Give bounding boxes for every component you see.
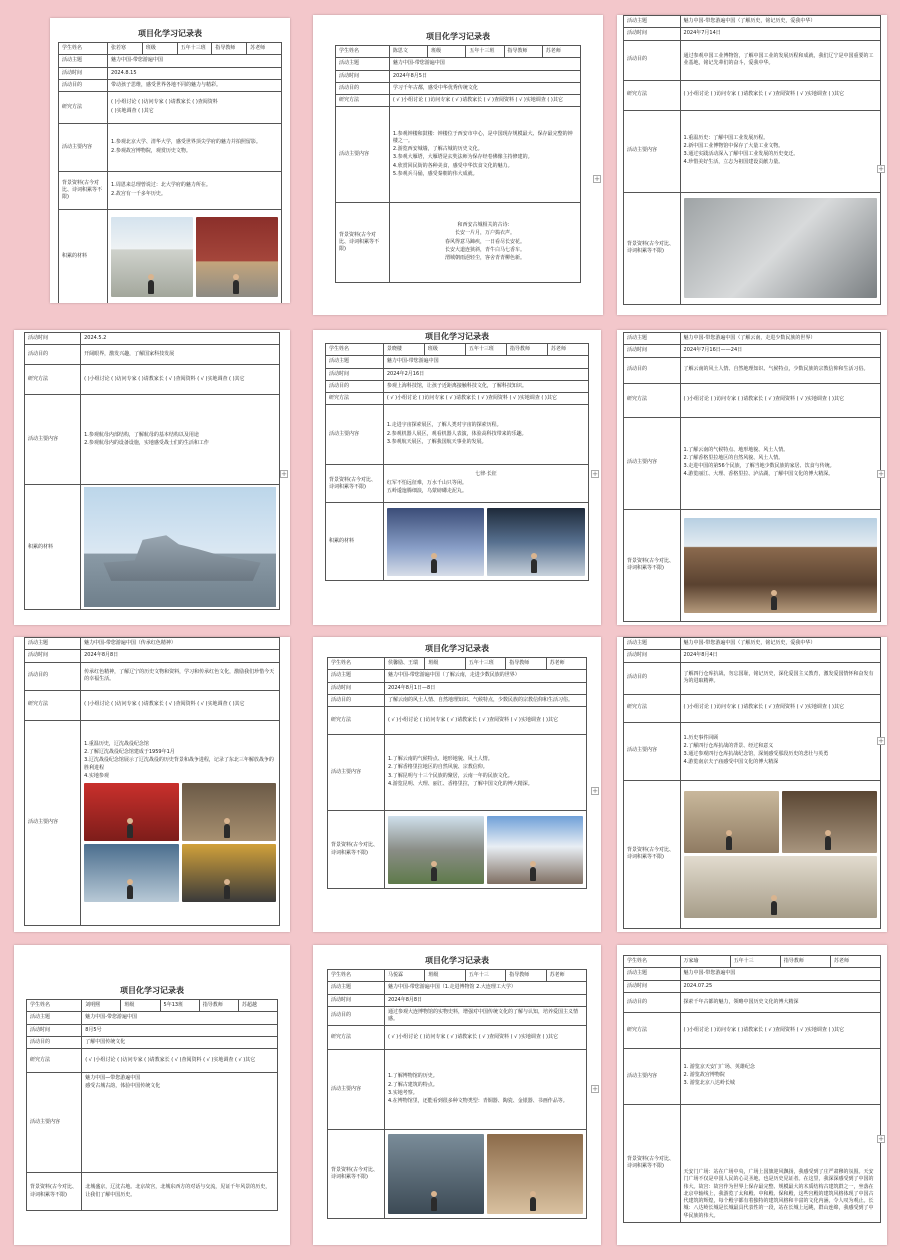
photo-exhibit-hall [84, 844, 178, 902]
record-table [327, 657, 587, 889]
time-value: 2024.5.2 [81, 333, 280, 345]
time-value: 2024年8月8日 [384, 994, 586, 1006]
goal-value: 了解中国传统文化 [82, 1036, 278, 1048]
method-options: ( )小组讨论 ( )访问专家 ( )请教家长 ( √ )查阅资料 ( √ )实地调查 ( )其它 [680, 1012, 880, 1048]
label-content: 活动主要内容 [27, 1073, 82, 1173]
label-time: 活动时间 [624, 345, 681, 357]
background-photos [384, 1130, 586, 1219]
teacher-name: 苏老师 [547, 344, 588, 356]
class-name: 五年十三 [465, 970, 505, 982]
label-theme: 活动主题 [328, 982, 385, 994]
label-method: 研究方法 [624, 1012, 681, 1048]
content-item: 3.通过参观四行仓库抗战纪念馆，深刻感受那段历史的悲壮与英勇 [683, 751, 829, 757]
content-item: 魅力中国—带您游遍中国 [85, 1075, 141, 1081]
label-theme: 活动主题 [59, 55, 108, 67]
goal-value: 了解云南的风土人情、自然地理知识、气候特点，少数民族的宗教信仰和生活习俗。 [384, 694, 586, 706]
label-time: 活动时间 [25, 333, 81, 345]
label-goal: 活动目的 [624, 357, 681, 383]
label-goal: 活动目的 [326, 380, 384, 392]
content-item: 1.参观航母内部结构，了解航母的基本结构以及用途 [84, 431, 199, 438]
method-options: ( )小组讨论 ( )访问专家 ( )请教家长 ( √ )查阅资料 ( √ )实地调查 ( )其它 [680, 383, 880, 417]
record-sheet-k [313, 945, 601, 1245]
theme-value: 魅力中国-带您游遍中国（传承红色精神） [81, 638, 280, 650]
record-table [58, 42, 282, 303]
background-photos [384, 811, 586, 889]
add-row-handle[interactable]: + [281, 470, 287, 478]
method-row-2: ( )实地调查 ( )其它 [111, 107, 154, 114]
content-item: 2.了解古建筑的特点。 [387, 1081, 438, 1088]
record-sheet-e [313, 330, 601, 625]
theme-value: 魅力中国-带您游遍中国 [389, 58, 580, 70]
content-item: 1. 游览京天安门广场、英雄纪念 [683, 1063, 755, 1070]
label-theme: 活动主题 [624, 333, 681, 345]
content-item: 2.了解香格里拉地区的自然风貌、风土人情。 [683, 454, 784, 461]
method-options [108, 92, 282, 124]
sheet-title: 项目化学习记录表 [138, 29, 202, 38]
label-material: 积累的材料 [59, 210, 108, 304]
label-teacher: 指导教师 [199, 1000, 238, 1012]
content-list [81, 720, 280, 925]
background-list [108, 172, 282, 210]
content-item: 1.重温历史：了解中国工业发展历程。 [683, 134, 769, 141]
label-method: 研究方法 [624, 694, 681, 722]
label-method: 研究方法 [326, 393, 384, 405]
label-student: 学生姓名 [328, 658, 385, 670]
theme-value: 魅力中国-带您游遍中国（了解历史，铭记历史，爱我中华） [680, 16, 880, 28]
label-method: 研究方法 [59, 92, 108, 124]
photo-exhibit-wall [684, 791, 779, 853]
goal-value: 传承红色精神，了解辽宁的历史文物和资料，学习和传承红色文化，激励我们珍惜今天的幸福生活。 [81, 662, 280, 690]
photo-calligraphy-wall [684, 856, 877, 918]
poem-line: 五岭逶迤腾细浪，乌蒙磅礴走泥丸。 [386, 487, 467, 494]
student-name: 侯馨励、王瑞 [384, 658, 424, 670]
label-content: 活动主要内容 [59, 124, 108, 172]
label-background: 背景资料(古今对比、诗词积累等不限) [326, 465, 384, 503]
time-value: 2024年8月4日 [680, 650, 880, 662]
label-goal: 活动目的 [336, 82, 390, 94]
method-options: ( √ )小组讨论 ( )访问专家 ( √ )请教家长 ( √ )查阅资料 ( √ )实地调查 ( )其它 [384, 1026, 586, 1050]
theme-value: 魅力中国-带您游遍中国 [680, 968, 880, 980]
label-class: 班级 [424, 344, 465, 356]
record-table [325, 343, 589, 581]
photo-boy-portrait [388, 1134, 484, 1214]
label-goal: 活动目的 [624, 662, 681, 694]
theme-value: 魅力中国-带您游遍中国（1.走进博物馆 2.大连理工大学） [384, 982, 586, 994]
label-background: 背景资料(古今对比、诗词积累等不限) [27, 1173, 82, 1211]
label-method: 研究方法 [336, 95, 390, 107]
content-item: 3.辽沈战役纪念馆展示了辽沈战役的历史背景和战争进程，记录了东北三年解放战争的胜利进程 [84, 757, 274, 771]
record-sheet-g [14, 637, 290, 932]
theme-value: 魅力中国-带您游遍中国（了解历史，铭记历史，爱我中华） [680, 638, 880, 650]
content-list [680, 417, 880, 509]
label-student: 学生姓名 [326, 344, 384, 356]
content-list [383, 405, 588, 465]
method-options: ( )小组讨论 ( )访问专家 ( )请教家长 ( √ )查阅资料 ( √ )实地调查 ( )其它 [81, 690, 280, 720]
label-method: 研究方法 [624, 80, 681, 110]
method-options: ( √ )小组讨论 ( )访问专家 ( )请教家长 ( √ )查阅资料 ( √ )实地调查 ( √ )其它 [82, 1049, 278, 1073]
photo-museum-room [782, 791, 877, 853]
content-item: 4.实地参观 [84, 772, 109, 779]
label-time: 活动时间 [59, 67, 108, 79]
label-goal: 活动目的 [624, 992, 681, 1012]
class-name: 五年十三班 [465, 658, 505, 670]
poem-line: 红军不怕远征难，万水千山只等闲。 [386, 479, 467, 486]
add-row-handle[interactable]: + [878, 737, 884, 745]
time-value: 2024.07.25 [680, 980, 880, 992]
record-sheet-d [14, 330, 290, 625]
label-teacher: 指导教师 [504, 46, 542, 58]
label-method: 研究方法 [25, 690, 81, 720]
teacher-name: 苏超越 [238, 1000, 277, 1012]
class-name: 五年十三班 [466, 46, 504, 58]
content-item: 1.了解博物馆的历史。 [387, 1073, 438, 1080]
add-row-handle[interactable]: + [878, 165, 884, 173]
label-goal: 活动目的 [59, 79, 108, 91]
teacher-name: 苏老师 [830, 956, 880, 968]
method-options: ( )小组讨论 ( )访问专家 ( )请教家长 ( √ )查阅资料 ( √ )实地调查 ( )其它 [680, 694, 880, 722]
method-options: ( √ )小组讨论 ( )访问专家 ( √ )请教家长 ( √ )查阅资料 ( √ )实地调查 ( )其它 [384, 707, 586, 735]
material-photos [108, 210, 282, 304]
content-list [384, 735, 586, 811]
label-goal: 活动目的 [624, 40, 681, 80]
student-name: 景晓楼 [383, 344, 424, 356]
method-options: ( )小组讨论 ( )访问专家 ( )请教家长 ( √ )查阅资料 ( √ )实地调查 ( )其它 [680, 80, 880, 110]
class-name: 五年十三班 [465, 344, 506, 356]
poem-line: 渭城朝雨浥轻尘，客舍青青柳色新。 [444, 255, 525, 262]
poem-title: 和西安古城相关的古诗： [457, 222, 513, 229]
content-list [384, 1050, 586, 1130]
content-item: 4.游览丽江、大理、香格里拉、泸沽湖，了解中国文化的博大精深。 [683, 471, 834, 478]
goal-value: 参观上海科技馆，让孩子近距离接触科技文化，了解科技知识。 [383, 380, 588, 392]
label-method: 研究方法 [25, 365, 81, 395]
sheet-title: 项目化学习记录表 [426, 32, 490, 41]
theme-value: 魅力中国-带您游遍中国 [108, 55, 282, 67]
add-row-handle[interactable]: + [878, 470, 884, 478]
label-method: 研究方法 [27, 1049, 82, 1073]
student-name: 陈思文 [389, 46, 427, 58]
content-item: 3.通过实践活动深入了解中国工业发展的历史变迁。 [683, 151, 799, 157]
label-student: 学生姓名 [328, 970, 385, 982]
sheet-title: 项目化学习记录表 [425, 332, 489, 341]
content-item: 3.参观航天展区，了解我国航天事业的发展。 [386, 438, 487, 445]
label-content: 活动主要内容 [328, 1050, 385, 1130]
background-photo [680, 192, 880, 304]
content-item: 5.参观兵马俑，感受秦朝的伟大成就。 [392, 170, 478, 177]
content-item: 3. 游览北京八达岭长城 [683, 1080, 735, 1087]
content-item: 1.了解云南的气候特点、地形地貌、风土人情。 [683, 446, 789, 453]
label-content: 活动主要内容 [326, 405, 384, 465]
background-text: 天安门广场：站在广场中央，广场上国旗迎风飘扬，我感受到了庄严肃穆的氛围。天安门广场不仅是中国人民的心灵圣地，也是历史见证者。在这里，我深深感受到了中国的伟大。故宫：故宫作为世界上保存最完整、规模最大的木质结构古建筑群之一，坐落在北京中轴线上，我游览了太和殿、中和殿、保和殿，这些宫殿的建筑风格体现了中国古代建筑的辉煌，每个殿宇都有着独特的建筑风格和丰富的文化内涵，令人叹为观止。长城：八达岭长城是长城最具代表性的一段，站在长城上远眺，群山连绵，我感受到了中华民族的伟大。 [680, 1104, 880, 1222]
student-name: 马悦霖 [384, 970, 424, 982]
poem-line: 春风得意马蹄疾，一日看尽长安花。 [444, 238, 525, 245]
teacher-name: 苏老师 [247, 43, 282, 55]
goal-value: 学习千年古都，感受中华优秀传统文化 [389, 82, 580, 94]
label-teacher: 指导教师 [212, 43, 247, 55]
student-name: 刘明熙 [82, 1000, 121, 1012]
content-item: 1.走进宇宙探索展区，了解人类对宇宙的探索历程。 [386, 422, 502, 429]
label-background: 背景资料(古今对比、诗词积累等不限) [336, 203, 390, 283]
photo-sculpture [182, 783, 276, 841]
content-item: 2.了解辽沈战役纪念馆建成于1959年1月 [84, 749, 175, 756]
theme-value: 魅力中国-带您游遍中国 [82, 1012, 278, 1024]
label-teacher: 指导教师 [780, 956, 830, 968]
content-item: 2.新中国工业博物馆中保存了大量工业文物。 [683, 142, 784, 149]
record-table [623, 637, 881, 929]
method-options: ( √ )小组讨论 ( )访问专家 ( √ )请教家长 ( √ )查阅资料 ( √ )实地调查 ( )其它 [383, 393, 588, 405]
content-item: 4.珍惜美好生活，立志为祖国建设贡献力量。 [683, 159, 784, 166]
content-item: 2.参观机器人展区，观看机器人表演，体验高科技带来的乐趣。 [386, 430, 527, 437]
content-item: 4.游览昆明、大理、丽江、香格里拉，了解中国文化的博大精深。 [387, 780, 533, 787]
label-theme: 活动主题 [326, 356, 384, 368]
student-name: 万家瑜 [680, 956, 730, 968]
add-row-handle[interactable]: + [592, 787, 598, 795]
record-table [335, 45, 581, 283]
label-theme: 活动主题 [336, 58, 390, 70]
label-content: 活动主要内容 [25, 720, 81, 925]
label-class: 班级 [428, 46, 466, 58]
label-time: 活动时间 [624, 28, 681, 40]
label-background: 背景资料(古今对比、诗词积累等不限) [59, 172, 108, 210]
label-theme: 活动主题 [624, 638, 681, 650]
label-time: 活动时间 [624, 650, 681, 662]
record-table [26, 999, 278, 1211]
label-goal: 活动目的 [25, 662, 81, 690]
record-table [24, 332, 280, 610]
photo-aircraft-carrier [84, 487, 276, 607]
method-options: ( √ )小组讨论 ( )访问专家 ( √ )请教家长 ( √ )查阅资料 ( √ )实地调查 ( )其它 [389, 95, 580, 107]
content-item: 4.在博物馆里，还能看到很多种文物类型：青铜器、陶瓷、金银器、书画作品等。 [387, 1098, 568, 1104]
teacher-name: 苏老师 [546, 658, 586, 670]
content-list [108, 124, 282, 172]
goal-value: 了解四行仓库抗战，勿忘国耻，铭记历史，深化爱国主义教育，激发爱国情怀和奋发有为的进取精神。 [680, 662, 880, 694]
background-poems [389, 203, 580, 283]
background-text: 北城盛京，辽沈古地。北京故宫，北城东西方的对话与交流，见证千年风景的历史，让我们了解中国历史。 [82, 1173, 278, 1211]
background-photos [680, 780, 880, 928]
poem-title: 七律·长征 [475, 471, 497, 478]
background-poems [383, 465, 588, 503]
label-student: 学生姓名 [27, 1000, 82, 1012]
method-options: ( )小组讨论 ( )访问专家 ( )请教家长 ( √ )查阅资料 ( √ )实地调查 ( )其它 [81, 365, 280, 395]
label-teacher: 指导教师 [506, 970, 546, 982]
content-item: 1.历史事件回顾 [683, 734, 719, 741]
goal-value: 通过参观大连博物馆的实物史料，增强对中国传统文化的了解与认知，培养爱国主义情感。 [384, 1006, 586, 1026]
record-table [623, 332, 881, 622]
label-goal: 活动目的 [25, 345, 81, 365]
label-background: 背景资料(古今对比、诗词积累等不限) [624, 780, 681, 928]
content-item: 3.走进中国的第56个民族，了解当地少数民族的家居、饮食与传统。 [683, 463, 835, 469]
label-content: 活动主要内容 [336, 107, 390, 203]
photo-ancient-town [684, 518, 877, 613]
photo-stone-forest [388, 816, 484, 884]
label-theme: 活动主题 [624, 16, 681, 28]
content-item: 3.了解昆明与十三个民族的聚居，云南一年的民族文化。 [387, 772, 513, 779]
label-student: 学生姓名 [624, 956, 681, 968]
theme-value: 魅力中国-带您游遍中国（了解云南，走进少数民族的世界） [384, 670, 586, 682]
record-sheet-h [313, 637, 601, 932]
label-background: 背景资料(古今对比、诗词积累等不限) [328, 811, 385, 889]
label-theme: 活动主题 [328, 670, 385, 682]
add-row-handle[interactable]: + [592, 1085, 598, 1093]
label-background: 背景资料(古今对比、诗词积累等不限) [624, 192, 681, 304]
time-value: 2024年8月5日 [389, 70, 580, 82]
background-photo [680, 509, 880, 621]
content-list [389, 107, 580, 203]
time-value: 2024年8月8日 [81, 650, 280, 662]
teacher-name: 苏老师 [542, 46, 580, 58]
photo-museum-visit [487, 1134, 583, 1214]
time-value: 8月5号 [82, 1024, 278, 1036]
goal-value: 通过参观中国工业博物馆，了解中国工业的发展历程和成就，我们辽宁是中国重要的工业基地，铭记先辈们的奋斗，爱我中华。 [680, 40, 880, 80]
photo-robot-exhibit [387, 508, 485, 576]
label-theme: 活动主题 [25, 638, 81, 650]
content-item: 2. 游览故宫博物院 [683, 1072, 725, 1079]
label-method: 研究方法 [328, 707, 385, 735]
goal-value: 开阔眼界，激发兴趣，了解国家科技发展 [81, 345, 280, 365]
record-sheet-l [617, 945, 887, 1245]
add-row-handle[interactable]: + [594, 175, 600, 183]
label-content: 活动主要内容 [328, 735, 385, 811]
photo-industrial-relief [684, 198, 877, 298]
photo-snow-mountain [487, 816, 583, 884]
photo-museum-gate [196, 217, 278, 297]
label-time: 活动时间 [336, 70, 390, 82]
label-theme: 活动主题 [624, 968, 681, 980]
teacher-name: 苏老师 [546, 970, 586, 982]
record-table [24, 637, 280, 926]
content-list [680, 1048, 880, 1104]
label-content: 活动主要内容 [624, 417, 681, 509]
label-class: 班级 [425, 658, 465, 670]
label-content: 活动主要内容 [624, 1048, 681, 1104]
label-content: 活动主要内容 [25, 395, 81, 485]
content-item: 2.参观航母内的设备设施，实地感受战士们的生活和工作 [84, 439, 209, 446]
sheet-title: 项目化学习记录表 [425, 644, 489, 653]
record-sheet-b [313, 15, 603, 315]
content-item: 2.游览西安城墙，了解古城的历史文化。 [392, 146, 483, 152]
record-sheet-i [617, 637, 887, 932]
student-name: 张若寒 [108, 43, 143, 55]
label-content: 活动主要内容 [624, 722, 681, 780]
goal-value: 带动孩子思维，感受世界各地不同的魅力与精彩。 [108, 79, 282, 91]
label-goal: 活动目的 [27, 1036, 82, 1048]
label-student: 学生姓名 [336, 46, 390, 58]
content-item: 2.了解香格里拉地区的自然风貌、宗教信仰。 [387, 764, 488, 771]
time-value: 2024年8月1日—8日 [384, 682, 586, 694]
label-time: 活动时间 [27, 1024, 82, 1036]
content-list [680, 110, 880, 192]
label-content: 活动主要内容 [624, 110, 681, 192]
label-teacher: 指导教师 [506, 658, 546, 670]
poem-line: 长安一片月，万户捣衣声。 [454, 230, 515, 237]
label-goal: 活动目的 [328, 694, 385, 706]
record-sheet-c [617, 15, 887, 315]
content-item: 1.了解云南的气候特点、地形地貌、风土人情。 [387, 756, 493, 762]
material-photo [81, 485, 280, 610]
label-background: 背景资料(古今对比、诗词积累等不限) [328, 1130, 385, 1219]
material-photos [383, 503, 588, 581]
poem-line: 长安大道连狭斜，青牛白马七香车。 [444, 246, 525, 253]
class-name: 5年13班 [160, 1000, 199, 1012]
time-value: 2024年2月16日 [383, 368, 588, 380]
photo-university-gate [111, 217, 193, 297]
content-item: 3.参观大雁塔，大雁塔是玄奘法师为保存经卷佛像主持修建的。 [392, 154, 533, 161]
content-item: 4.欣赏回民街的各种美食，感受中华饮食文化的魅力。 [392, 162, 513, 169]
content-item: 4.游览南京夫子庙感受中国文化的博大精深 [683, 759, 779, 766]
photo-cockpit-simulator [487, 508, 585, 576]
label-class: 班级 [142, 43, 177, 55]
photo-memorial-star [84, 783, 178, 841]
label-student: 学生姓名 [59, 43, 108, 55]
label-method: 研究方法 [624, 383, 681, 417]
time-value: 2024.8.15 [108, 67, 282, 79]
record-sheet-a [50, 18, 290, 303]
content-item: 1.重温历史，辽沈战役纪念馆 [84, 740, 149, 747]
content-list [680, 722, 880, 780]
class-name: 五年十三班 [177, 43, 212, 55]
time-value: 2024年7月16日——24日 [680, 345, 880, 357]
record-sheet-j [14, 945, 290, 1245]
add-row-handle[interactable]: + [878, 1135, 884, 1143]
label-background: 背景资料(古今对比、诗词积累等不限) [624, 1104, 681, 1222]
method-row-1: ( )小组讨论 ( )访问专家 ( )请教家长 ( )查阅资料 [111, 99, 218, 106]
theme-value: 魅力中国-带您游遍中国（了解云南，走进少数民族的世界） [680, 333, 880, 345]
time-value: 2024年7月14日 [680, 28, 880, 40]
sheet-title: 项目化学习记录表 [120, 986, 184, 995]
label-material: 积累的材料 [326, 503, 384, 581]
content-item: 1.参观北京大学、清华大学，感受世界顶尖学府的魅力并拍照留影。 [111, 139, 261, 146]
goal-value: 探索千年古都的魅力，领略中国历史文化的博大精深 [680, 992, 880, 1012]
content-item: 2.了解四行仓库抗战的背景、经过和意义 [683, 742, 774, 749]
label-material: 积累的材料 [25, 485, 81, 610]
class-name: 五年十三 [730, 956, 780, 968]
label-time: 活动时间 [326, 368, 384, 380]
label-method: 研究方法 [328, 1026, 385, 1050]
goal-value: 了解云南的风土人情、自然地理知识、气候特点，少数民族的宗教信仰和生活习俗。 [680, 357, 880, 383]
record-table [623, 955, 881, 1223]
label-theme: 活动主题 [27, 1012, 82, 1024]
label-class: 班级 [425, 970, 465, 982]
label-class: 班级 [121, 1000, 160, 1012]
content-item: 1.参观钟楼和鼓楼：钟楼位于西安市中心，是中国现存规模最大、保存最完整的钟楼之一。 [392, 130, 573, 144]
label-goal: 活动目的 [328, 1006, 385, 1026]
label-background: 背景资料(古今对比、诗词积累等不限) [624, 509, 681, 621]
record-sheet-f [617, 330, 887, 625]
background-item: 2.故宫有一千多年历史。 [111, 190, 166, 197]
photo-exhibit-screen [182, 844, 276, 902]
background-item: 1.周恩来总理曾说过：北大学府的魅力所在。 [111, 182, 211, 189]
label-time: 活动时间 [624, 980, 681, 992]
content-list [82, 1073, 278, 1173]
label-teacher: 指导教师 [506, 344, 547, 356]
label-time: 活动时间 [25, 650, 81, 662]
label-time: 活动时间 [328, 994, 385, 1006]
sheet-title: 项目化学习记录表 [425, 956, 489, 965]
theme-value: 魅力中国-带您游遍中国 [383, 356, 588, 368]
add-row-handle[interactable]: + [592, 470, 598, 478]
content-item: 3.实地考察。 [387, 1089, 418, 1096]
content-item: 感受古城古韵，体验中国传统文化 [85, 1083, 161, 1090]
content-list [81, 395, 280, 485]
record-table [623, 15, 881, 305]
content-item: 2.参观故宫博物院，观赏历史文物。 [111, 147, 191, 154]
record-table [327, 969, 587, 1219]
label-time: 活动时间 [328, 682, 385, 694]
